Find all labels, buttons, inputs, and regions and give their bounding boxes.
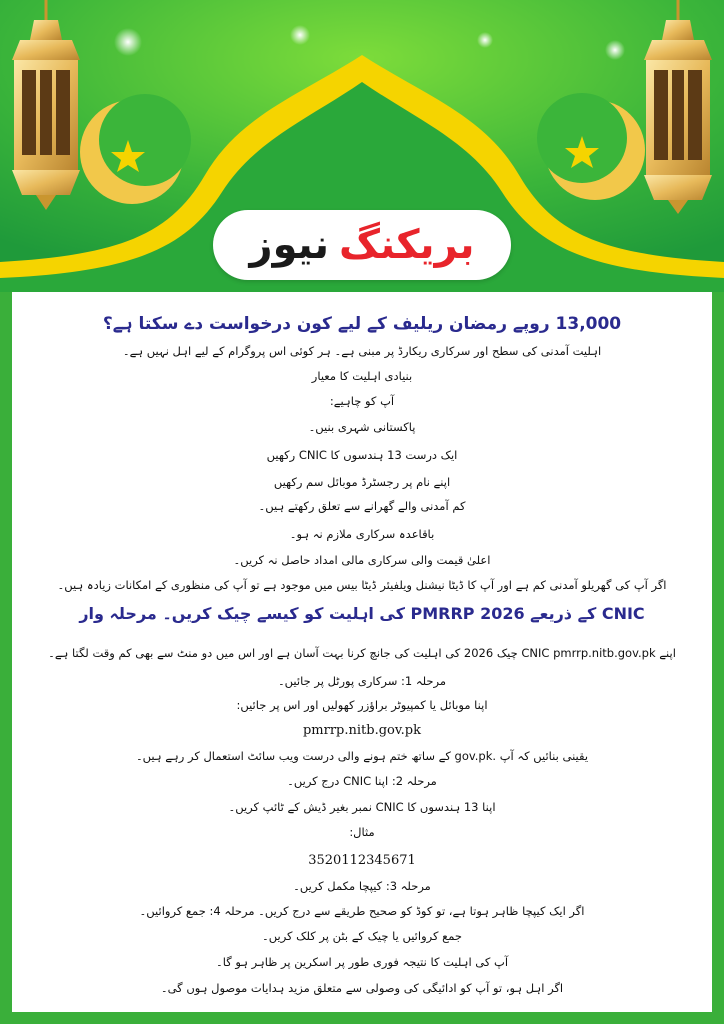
- breaking-news-badge: [213, 210, 511, 280]
- final-text: اگر اہل ہو، تو آپ کو ادائیگی کی وصولی سے متعلق مزید ہدایات موصول ہوں گی۔: [160, 981, 564, 995]
- sparkle-icon: [114, 28, 142, 56]
- step1-text: اپنا موبائل یا کمپیوٹر براؤزر کھولیں اور اس پر جائیں:: [236, 698, 488, 712]
- criteria-item: اعلیٰ قیمت والی سرکاری مالی امداد حاصل نہ کریں۔: [233, 553, 491, 567]
- criteria-item: اپنے نام پر رجسٹرڈ موبائل سم رکھیں: [273, 475, 451, 489]
- criteria-item: ایک درست 13 ہندسوں کا CNIC رکھیں: [266, 448, 458, 462]
- step1-title: مرحلہ 1: سرکاری پورٹل پر جائیں۔: [277, 674, 447, 688]
- section-heading-check-eligibility: CNIC کے ذریعے PMRRP 2026 کی اہلیت کو کیسے چیک کریں۔ مرحلہ وار: [79, 604, 645, 623]
- example-cnic: 3520112345671: [308, 853, 416, 868]
- result-text: آپ کی اہلیت کا نتیجہ فوری طور پر اسکرین پر ظاہر ہو گا۔: [215, 955, 509, 969]
- step2-text: اپنا 13 ہندسوں کا CNIC نمبر بغیر ڈیش کے ٹائپ کریں۔: [228, 800, 496, 814]
- intro-text: اہلیت آمدنی کی سطح اور سرکاری ریکارڈ پر مبنی ہے۔ ہر کوئی اس پروگرام کے لیے اہل نہیں ہے۔: [122, 344, 602, 358]
- breaking-news-title-part2: نیوز: [249, 222, 329, 268]
- criteria-title: بنیادی اہلیت کا معیار: [311, 369, 413, 383]
- criteria-item: باقاعدہ سرکاری ملازم نہ ہو۔: [289, 527, 435, 541]
- steps-intro: اپنے CNIC pmrrp.nitb.gov.pk چیک 2026 کی اہلیت کی جانچ کرنا بہت آسان ہے اور اس میں دو منٹ سے بھی کم وقت لگتا ہے۔: [48, 646, 676, 660]
- step4-text: جمع کروائیں یا چیک کے بٹن پر کلک کریں۔: [262, 929, 462, 943]
- header-banner: [0, 0, 724, 292]
- criteria-item: پاکستانی شہری بنیں۔: [308, 420, 416, 434]
- article-content: [12, 292, 712, 1012]
- article-panel: [12, 292, 712, 1012]
- step2-title: مرحلہ 2: اپنا CNIC درج کریں۔: [287, 774, 437, 788]
- step3-title: مرحلہ 3: کیپچا مکمل کریں۔: [293, 879, 431, 893]
- approval-note: اگر آپ کی گھریلو آمدنی کم ہے اور آپ کا ڈیٹا نیشنل ویلفیئر ڈیٹا بیس میں موجود ہے تو آپ کی منظوری کے امکانات زیادہ ہیں۔: [57, 578, 667, 592]
- site-note: یقینی بنائیں کہ آپ .gov.pk کے ساتھ ختم ہونے والی درست ویب سائٹ استعمال کر رہے ہیں۔: [135, 749, 589, 763]
- you-need-label: آپ کو چاہیے:: [329, 394, 395, 408]
- breaking-news-title-part1: بریکنگ: [339, 222, 475, 268]
- example-label: مثال:: [349, 825, 375, 839]
- portal-url: pmrrp.nitb.gov.pk: [302, 723, 422, 738]
- criteria-item: کم آمدنی والے گھرانے سے تعلق رکھتے ہیں۔: [258, 499, 466, 513]
- article-heading: 13,000 روپے رمضان ریلیف کے لیے کون درخواست دے سکتا ہے؟: [102, 314, 622, 334]
- step3-text: اگر ایک کیپچا ظاہر ہوتا ہے، تو کوڈ کو صحیح طریقے سے درج کریں۔ مرحلہ 4: جمع کروائیں۔: [139, 904, 585, 918]
